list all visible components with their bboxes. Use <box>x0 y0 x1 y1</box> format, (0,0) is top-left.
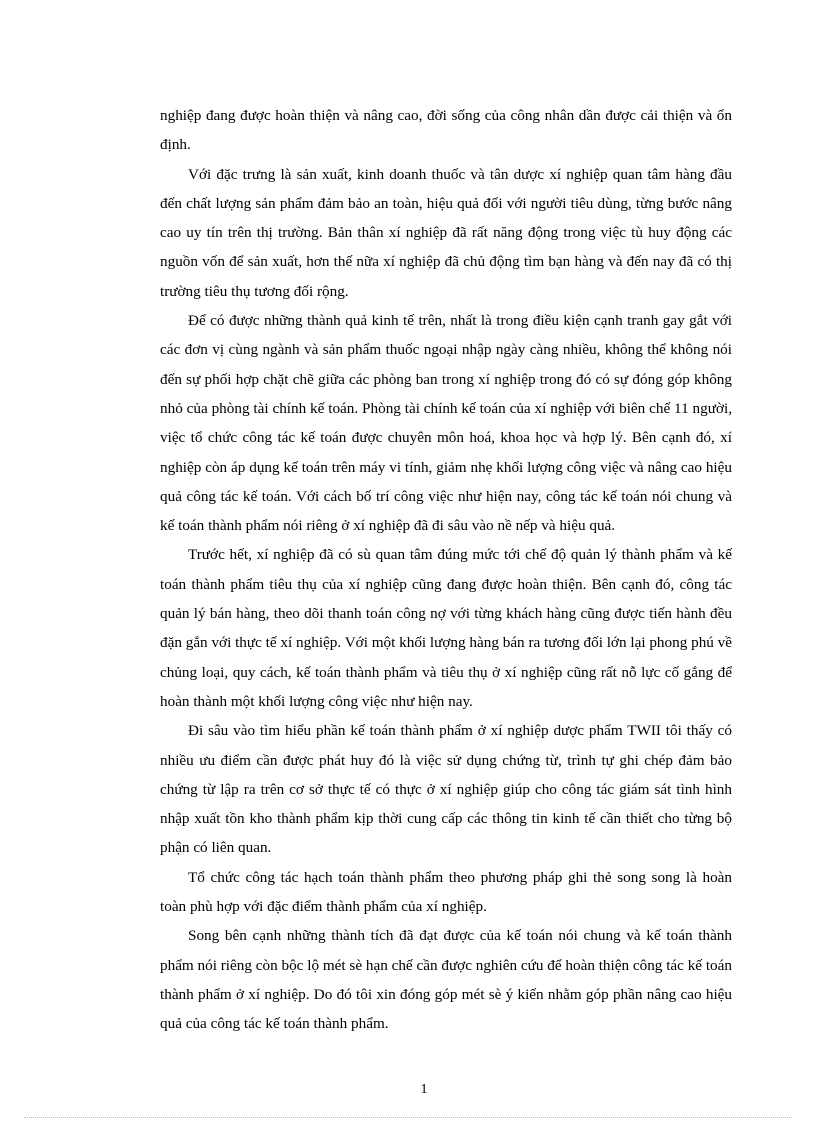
paragraph-5: Đi sâu vào tìm hiểu phần kế toán thành phẩm ở xí nghiệp dược phẩm TWII tôi thấy có nhiều ưu điểm cần được phát huy đó là việc sử dụng chứng từ, trình tự ghi chép đảm bảo chứng từ lập ra trên cơ sở thực tế có thực ở xí nghiệp giúp cho công tác giám sát tình hình nhập xuất tồn kho thành phẩm kịp thời cung cấp các thông tin kinh tế cần thiết cho từng bộ phận có liên quan. <box>160 722 732 857</box>
document-body <box>160 101 732 1039</box>
page-number: 1 <box>420 1082 428 1097</box>
paragraph-2: Với đặc trưng là sản xuất, kinh doanh thuốc và tân dược xí nghiệp quan tâm hàng đầu đến chất lượng sản phẩm đảm bảo an toàn, hiệu quả đối với người tiêu dùng, từng bước nâng cao uy tín trên thị trường. Bản thân xí nghiệp đã rất năng động trong việc tù huy động các nguồn vốn để sản xuất, hơn thế nữa xí nghiệp đã chủ động tìm bạn hàng và đến nay đã có thị trường tiêu thụ tương đối rộng. <box>160 165 732 300</box>
paragraph-4: Trước hết, xí nghiệp đã có sù quan tâm đúng mức tới chế độ quản lý thành phẩm và kế toán thành phẩm tiêu thụ của xí nghiệp cũng đang được hoàn thiện. Bên cạnh đó, công tác quản lý bán hàng, theo dõi thanh toán công nợ với từng khách hàng cũng được tiến hành đều đặn gắn với thực tế xí nghiệp. Với một khối lượng hàng bán ra tương đối lớn lại phong phú về chủng loại, quy cách, kế toán thành phẩm và tiêu thụ ở xí nghiệp cũng rất nỗ lực cố gắng để hoàn thành một khối lượng công việc như hiện nay. <box>160 546 733 710</box>
paragraph-1: nghiệp đang được hoàn thiện và nâng cao, đời sống của công nhân dần được cải thiện và ổn định. <box>160 107 732 154</box>
paragraph-6: Tổ chức công tác hạch toán thành phẩm theo phương pháp ghi thẻ song song là hoàn toàn phù hợp với đặc điểm thành phẩm của xí nghiệp. <box>160 868 732 916</box>
footer-divider <box>24 1117 792 1118</box>
paragraph-3: Để có được những thành quả kinh tế trên, nhất là trong điều kiện cạnh tranh gay gắt với các đơn vị cùng ngành và sản phẩm thuốc ngoại nhập ngày càng nhiều, không thể không nói đến sự phối hợp chặt chẽ giữa các phòng ban trong xí nghiệp trong đó có sự đóng góp không nhỏ của phòng tài chính kế toán. Phòng tài chính kế toán của xí nghiệp với biên chế 11 người, việc tổ chức công tác kế toán được chuyên môn hoá, khoa học và hợp lý. Bên cạnh đó, xí nghiệp còn áp dụng kế toán trên máy vi tính, giảm nhẹ khối lượng công việc và nâng cao hiệu quả công tác kế toán. Với cách bố trí công việc như hiện nay, công tác kế toán nói chung và kế toán thành phẩm nói riêng ở xí nghiệp đã đi sâu vào nề nếp và hiệu quả. <box>160 312 732 535</box>
paragraph-7: Song bên cạnh những thành tích đã đạt được của kế toán nói chung và kế toán thành phẩm nói riêng còn bộc lộ mét sè hạn chế cần được nghiên cứu để hoàn thiện công tác kế toán thành phẩm ở xí nghiệp. Do đó tôi xin đóng góp mét sè ý kiến nhằm góp phần nâng cao hiệu quả của công tác kế toán thành phẩm. <box>160 927 732 1033</box>
